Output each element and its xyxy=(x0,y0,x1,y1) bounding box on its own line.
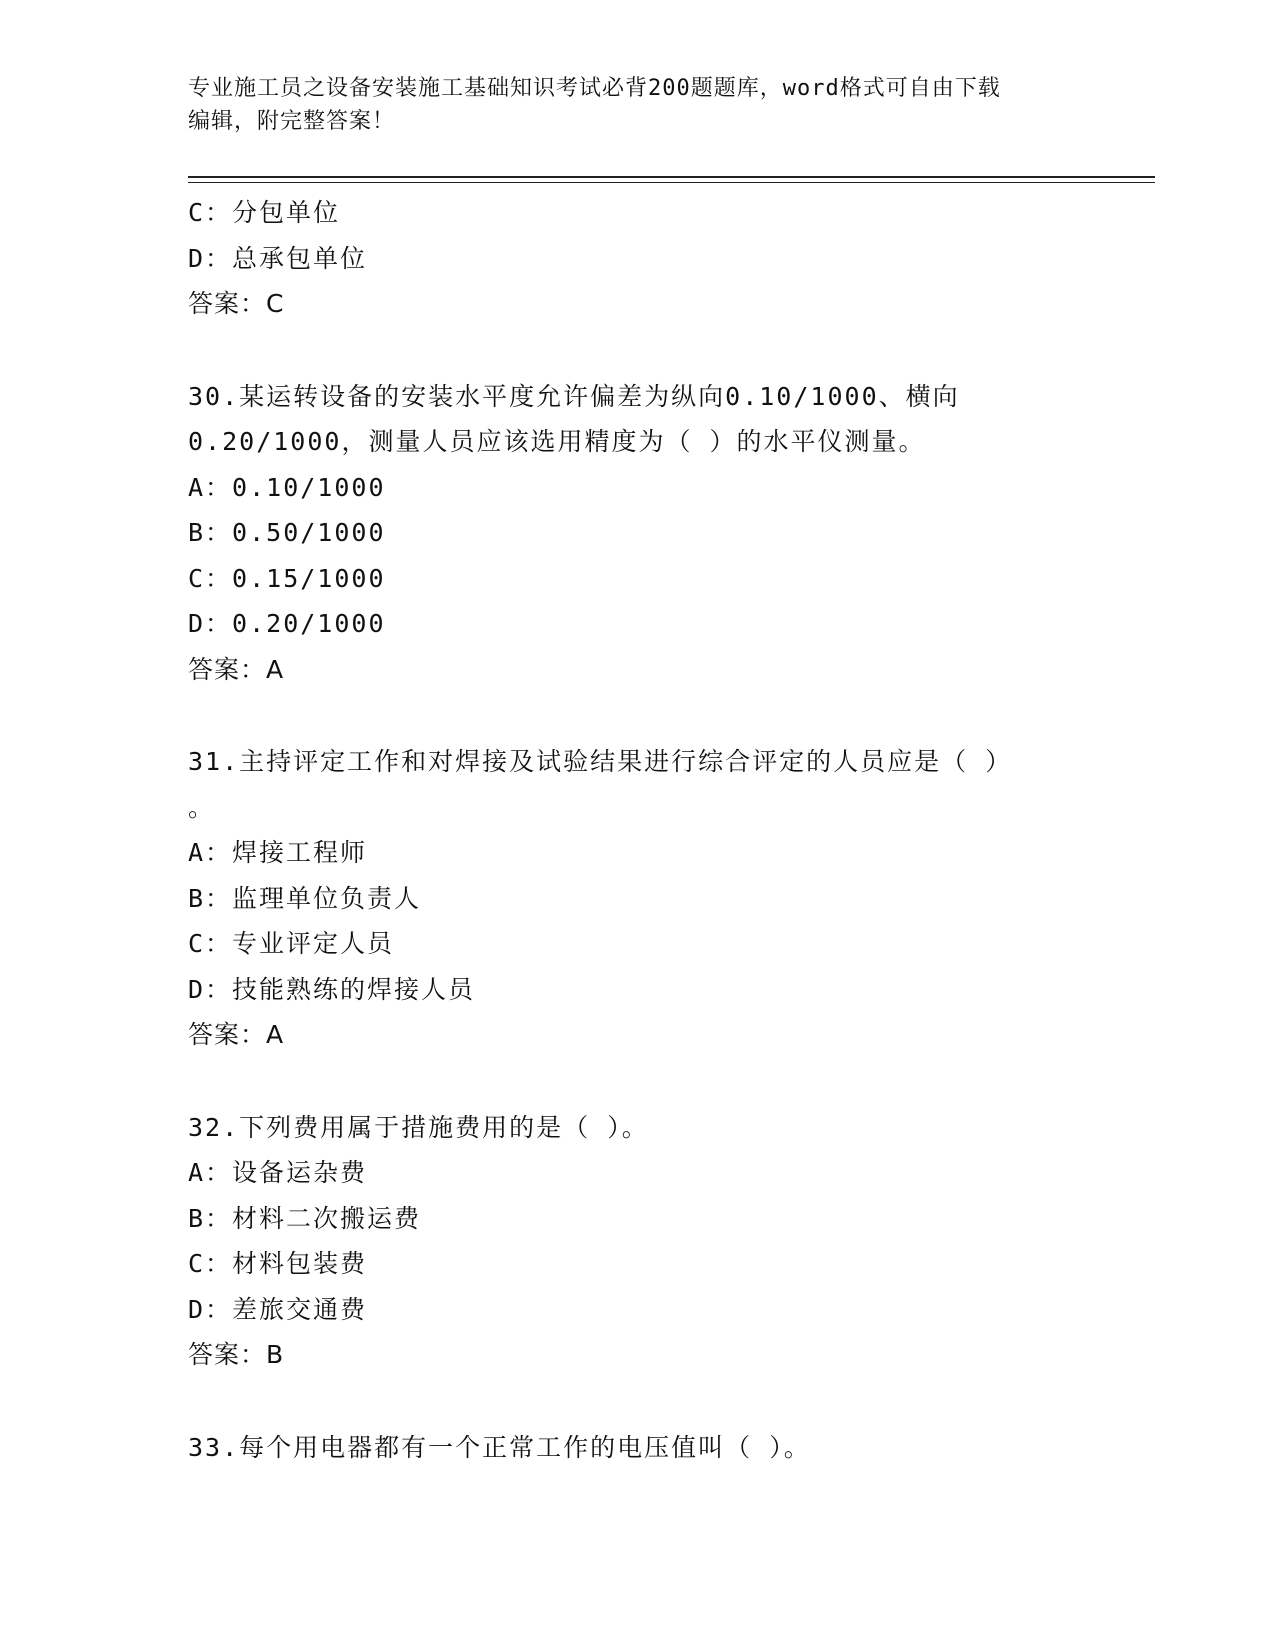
header-title-line-2: 编辑，附完整答案！ xyxy=(188,109,396,134)
question-30 xyxy=(188,374,1108,693)
option-d: D：技能熟练的焊接人员 xyxy=(188,974,476,1004)
option-b: B：监理单位负责人 xyxy=(188,883,422,913)
option-c: C：分包单位 xyxy=(188,198,341,227)
question-33 xyxy=(188,1425,1108,1471)
answer-line: 答案：C xyxy=(188,289,285,318)
option-b: B：0.50/1000 xyxy=(188,518,386,547)
option-c: C：0.15/1000 xyxy=(188,563,386,593)
header-divider-thin xyxy=(188,182,1155,183)
answer-line: 答案：A xyxy=(188,1020,285,1049)
option-d: D：0.20/1000 xyxy=(188,609,386,638)
option-b: B：材料二次搬运费 xyxy=(188,1203,422,1233)
spacer xyxy=(188,1058,1108,1105)
question-text-line-2: 。 xyxy=(188,792,216,822)
answer-line: 答案：A xyxy=(188,654,285,684)
spacer xyxy=(188,327,1108,374)
question-32 xyxy=(188,1105,1108,1378)
option-c: C：专业评定人员 xyxy=(188,929,395,958)
question-29-tail xyxy=(188,190,1108,327)
answer-line: 答案：B xyxy=(188,1340,285,1369)
document-header xyxy=(188,72,1068,138)
option-a: A：0.10/1000 xyxy=(188,472,386,502)
header-title-line-1: 专业施工员之设备安装施工基础知识考试必背200题题库，word格式可自由下载 xyxy=(188,76,1001,101)
question-text-line-1: 31.主持评定工作和对焊接及试验结果进行综合评定的人员应是（ ） xyxy=(188,747,1013,776)
question-text-line-1: 33.每个用电器都有一个正常工作的电压值叫（ ）。 xyxy=(188,1432,811,1462)
question-text-line-1: 30.某运转设备的安装水平度允许偏差为纵向0.10/1000、横向 xyxy=(188,381,960,411)
option-a: A：焊接工程师 xyxy=(188,838,368,867)
spacer xyxy=(188,692,1108,739)
question-text-line-1: 32.下列费用属于措施费用的是（ ）。 xyxy=(188,1112,649,1142)
spacer xyxy=(188,1378,1108,1425)
question-list xyxy=(188,190,1108,1470)
option-d: D：差旅交通费 xyxy=(188,1294,368,1324)
question-31 xyxy=(188,739,1108,1058)
option-d: D：总承包单位 xyxy=(188,243,368,273)
question-text-line-2: 0.20/1000，测量人员应该选用精度为（ ）的水平仪测量。 xyxy=(188,427,926,456)
option-a: A：设备运杂费 xyxy=(188,1158,368,1187)
option-c: C：材料包装费 xyxy=(188,1249,368,1278)
header-divider-thick xyxy=(188,176,1155,178)
